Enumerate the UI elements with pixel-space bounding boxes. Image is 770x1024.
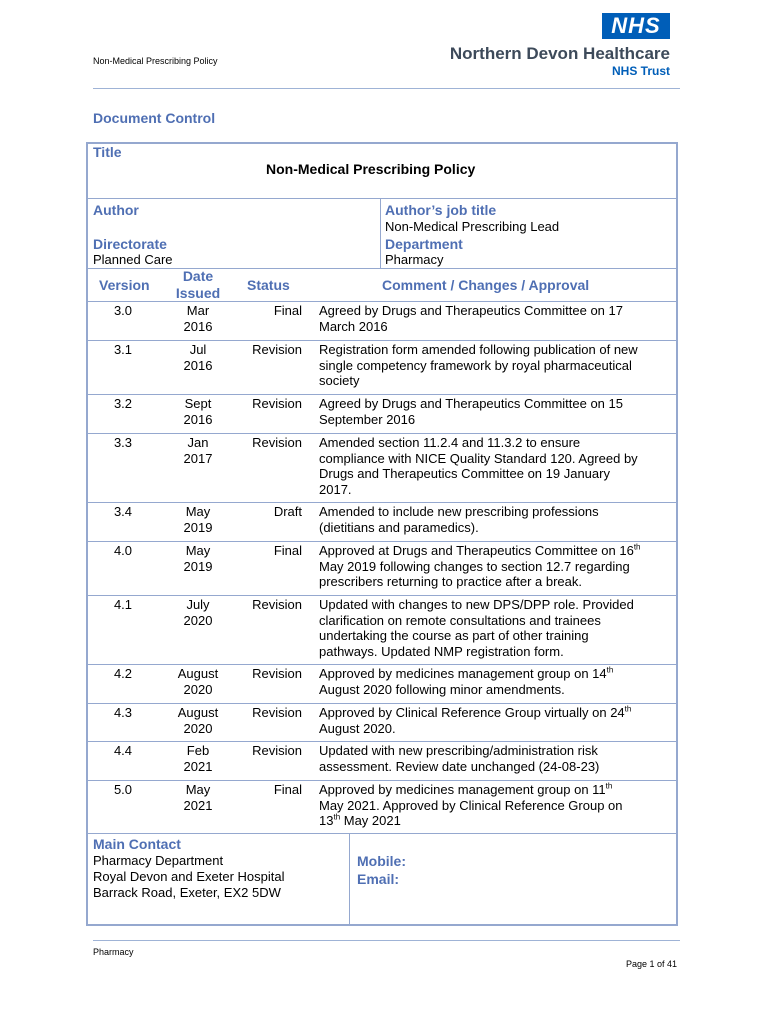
contact-line-1: Pharmacy Department xyxy=(93,853,224,868)
comment-text: compliance with NICE Quality Standard 120. Agreed by xyxy=(319,450,638,466)
directorate-value: Planned Care xyxy=(93,252,173,267)
row-comment xyxy=(319,342,675,389)
row-comment xyxy=(319,543,675,590)
row-date xyxy=(163,743,233,774)
row-separator xyxy=(86,595,678,596)
row-date-year: 2021 xyxy=(183,797,213,813)
row-date xyxy=(163,543,233,574)
row-date-month: May xyxy=(185,543,211,558)
row-status: Final xyxy=(273,543,302,558)
row-date-year: 2020 xyxy=(183,720,213,736)
row-date-month: August xyxy=(177,666,219,681)
mobile-label: Mobile: xyxy=(357,853,406,869)
row-comment xyxy=(319,666,675,697)
comment-text: 13 xyxy=(319,813,334,828)
footer-page-number: Page 1 of 41 xyxy=(625,959,677,969)
title-value: Non-Medical Prescribing Policy xyxy=(266,161,476,177)
row-date xyxy=(163,666,233,697)
comment-line xyxy=(319,504,675,520)
nhs-logo: NHS xyxy=(602,13,670,39)
row-date-month: August xyxy=(177,705,219,720)
comment-line xyxy=(319,358,675,374)
row-status: Final xyxy=(273,782,302,797)
row-version: 5.0 xyxy=(113,782,133,797)
row-date-year: 2016 xyxy=(183,411,213,427)
row-date xyxy=(163,597,233,628)
comment-text: undertaking the course as part of other training xyxy=(319,628,589,643)
comment-line xyxy=(319,574,675,590)
comment-line xyxy=(319,396,675,412)
row-separator xyxy=(86,833,678,834)
comment-text: Approved by Clinical Reference Group virtually on 24 xyxy=(319,705,625,720)
author-job-value: Non-Medical Prescribing Lead xyxy=(385,219,560,234)
row-date xyxy=(163,705,233,736)
row-separator xyxy=(86,703,678,704)
row-date-year: 2017 xyxy=(183,450,213,466)
comment-text: Drugs and Therapeutics Committee on 19 January xyxy=(319,466,610,481)
row-comment xyxy=(319,396,675,427)
row-version: 3.2 xyxy=(113,396,133,411)
row-date-year: 2021 xyxy=(183,758,213,774)
comment-text: September 2016 xyxy=(319,411,416,427)
comment-text: Updated with new prescribing/administration risk xyxy=(319,743,598,758)
org-sub: NHS Trust xyxy=(611,64,670,78)
comment-line xyxy=(319,628,675,644)
row-date-month: May xyxy=(185,504,211,519)
footer-rule xyxy=(93,940,680,941)
row-comment xyxy=(319,504,675,535)
header-comment: Comment / Changes / Approval xyxy=(382,277,590,293)
row-separator xyxy=(86,301,678,302)
comment-line xyxy=(319,597,675,613)
row-status: Final xyxy=(273,303,302,318)
row-status: Revision xyxy=(252,342,302,357)
footer-left: Pharmacy xyxy=(93,947,134,957)
row-version: 4.1 xyxy=(113,597,133,612)
comment-line xyxy=(319,520,675,536)
comment-text: March 2016 xyxy=(319,318,388,334)
comment-line xyxy=(319,482,675,498)
header-version: Version xyxy=(99,277,150,293)
comment-line xyxy=(319,666,675,682)
comment-line xyxy=(319,466,675,482)
header-date-1: Date xyxy=(182,268,214,284)
author-job-label: Author’s job title xyxy=(385,202,497,218)
row-separator xyxy=(86,394,678,395)
comment-line xyxy=(319,705,675,721)
comment-text: clarification on remote consultations and trainees xyxy=(319,612,601,628)
comment-text: August 2020 following minor amendments. xyxy=(319,681,565,697)
row-separator xyxy=(86,340,678,341)
comment-line xyxy=(319,319,675,335)
directorate-label: Directorate xyxy=(93,236,167,252)
comment-line xyxy=(319,543,675,559)
row-date-year: 2020 xyxy=(183,681,213,697)
comment-line xyxy=(319,782,675,798)
row-date-year: 2016 xyxy=(183,357,213,373)
comment-line xyxy=(319,451,675,467)
row-date xyxy=(163,396,233,427)
comment-line xyxy=(319,373,675,389)
row-version: 3.4 xyxy=(113,504,133,519)
comment-sup: th xyxy=(333,812,341,822)
row-comment xyxy=(319,435,675,497)
row-status: Revision xyxy=(252,597,302,612)
author-label: Author xyxy=(93,202,139,218)
comment-line xyxy=(319,303,675,319)
contact-line-3: Barrack Road, Exeter, EX2 5DW xyxy=(93,885,281,900)
row-comment xyxy=(319,705,675,736)
comment-line xyxy=(319,813,675,829)
contact-line-2: Royal Devon and Exeter Hospital xyxy=(93,869,285,884)
comment-sup: th xyxy=(606,665,614,675)
department-label: Department xyxy=(385,236,463,252)
comment-text: Registration form amended following publication of new xyxy=(319,342,638,357)
row-date-month: Mar xyxy=(186,303,210,318)
row-comment xyxy=(319,303,675,334)
row-version: 3.1 xyxy=(113,342,133,357)
row-date xyxy=(163,504,233,535)
comment-text: May 2019 following changes to section 12.7 regarding xyxy=(319,558,630,574)
comment-text: May 2021 xyxy=(340,813,401,828)
row-status: Draft xyxy=(273,504,302,519)
comment-line xyxy=(319,721,675,737)
row-date xyxy=(163,435,233,466)
row-status: Revision xyxy=(252,743,302,758)
row-version: 4.0 xyxy=(113,543,133,558)
comment-line xyxy=(319,759,675,775)
row-status: Revision xyxy=(252,705,302,720)
row-date-year: 2020 xyxy=(183,612,213,628)
row-date-year: 2016 xyxy=(183,318,213,334)
comment-sup: th xyxy=(624,704,632,714)
title-label: Title xyxy=(93,144,122,160)
row-date-month: Feb xyxy=(186,743,210,758)
row-date-month: Jul xyxy=(189,342,207,357)
department-value: Pharmacy xyxy=(385,252,444,267)
comment-text: Amended to include new prescribing professions xyxy=(319,504,599,519)
comment-line xyxy=(319,644,675,660)
header-status: Status xyxy=(247,277,290,293)
row-status: Revision xyxy=(252,396,302,411)
section-title: Document Control xyxy=(93,110,216,126)
row-date-month: July xyxy=(186,597,210,612)
comment-text: Approved at Drugs and Therapeutics Committee on 16 xyxy=(319,543,634,558)
row-separator xyxy=(86,780,678,781)
row-separator xyxy=(86,664,678,665)
row-date xyxy=(163,782,233,813)
comment-line xyxy=(319,435,675,451)
row-separator xyxy=(86,541,678,542)
row-separator xyxy=(86,741,678,742)
email-label: Email: xyxy=(357,871,400,887)
comment-line xyxy=(319,613,675,629)
comment-line xyxy=(319,342,675,358)
row-comment xyxy=(319,782,675,829)
row-date xyxy=(163,303,233,334)
row-date xyxy=(163,342,233,373)
row-comment xyxy=(319,597,675,659)
row-version: 4.4 xyxy=(113,743,133,758)
comment-text: 2017. xyxy=(319,481,352,497)
comment-line xyxy=(319,559,675,575)
comment-text: society xyxy=(319,373,360,388)
header-doc-title: Non-Medical Prescribing Policy xyxy=(93,56,218,66)
comment-line: May 2021. Approved by Clinical Reference Group on xyxy=(319,797,623,813)
row-date-month: Jan xyxy=(187,435,209,450)
header-date-2: Issued xyxy=(175,285,221,301)
row-date-month: Sept xyxy=(184,396,212,411)
comment-text: Amended section 11.2.4 and 11.3.2 to ensure xyxy=(319,435,581,450)
comment-text: (dietitians and paramedics). xyxy=(319,519,479,535)
row-separator xyxy=(86,433,678,434)
comment-text: Approved by medicines management group on 14 xyxy=(319,666,607,681)
comment-text: assessment. Review date unchanged (24-08-23) xyxy=(319,758,600,774)
org-name: Northern Devon Healthcare xyxy=(449,44,670,63)
comment-text: Agreed by Drugs and Therapeutics Committee on 17 xyxy=(319,303,623,318)
comment-text: single competency framework by royal pharmaceutical xyxy=(319,357,632,373)
row-status: Revision xyxy=(252,435,302,450)
row-date-year: 2019 xyxy=(183,519,213,535)
comment-line xyxy=(319,412,675,428)
comment-line xyxy=(319,682,675,698)
row-separator xyxy=(86,502,678,503)
comment-text: Agreed by Drugs and Therapeutics Committee on 15 xyxy=(319,396,623,411)
comment-text: pathways. Updated NMP registration form. xyxy=(319,643,564,659)
comment-sup: th xyxy=(633,542,641,552)
row-version: 3.3 xyxy=(113,435,133,450)
comment-line xyxy=(319,743,675,759)
header-rule xyxy=(93,88,680,89)
comment-text: Updated with changes to new DPS/DPP role. Provided xyxy=(319,597,634,612)
row-version: 3.0 xyxy=(113,303,133,318)
comment-sup: th xyxy=(605,781,613,791)
row-status: Revision xyxy=(252,666,302,681)
row-date-month: May xyxy=(185,782,211,797)
row-date-year: 2019 xyxy=(183,558,213,574)
row-version: 4.3 xyxy=(113,705,133,720)
comment-text: prescribers returning to practice after a break. xyxy=(319,574,583,589)
comment-text: August 2020. xyxy=(319,720,396,736)
row-version: 4.2 xyxy=(113,666,133,681)
row-comment xyxy=(319,743,675,774)
main-contact-label: Main Contact xyxy=(93,836,181,852)
comment-text: Approved by medicines management group on 11 xyxy=(319,782,606,797)
